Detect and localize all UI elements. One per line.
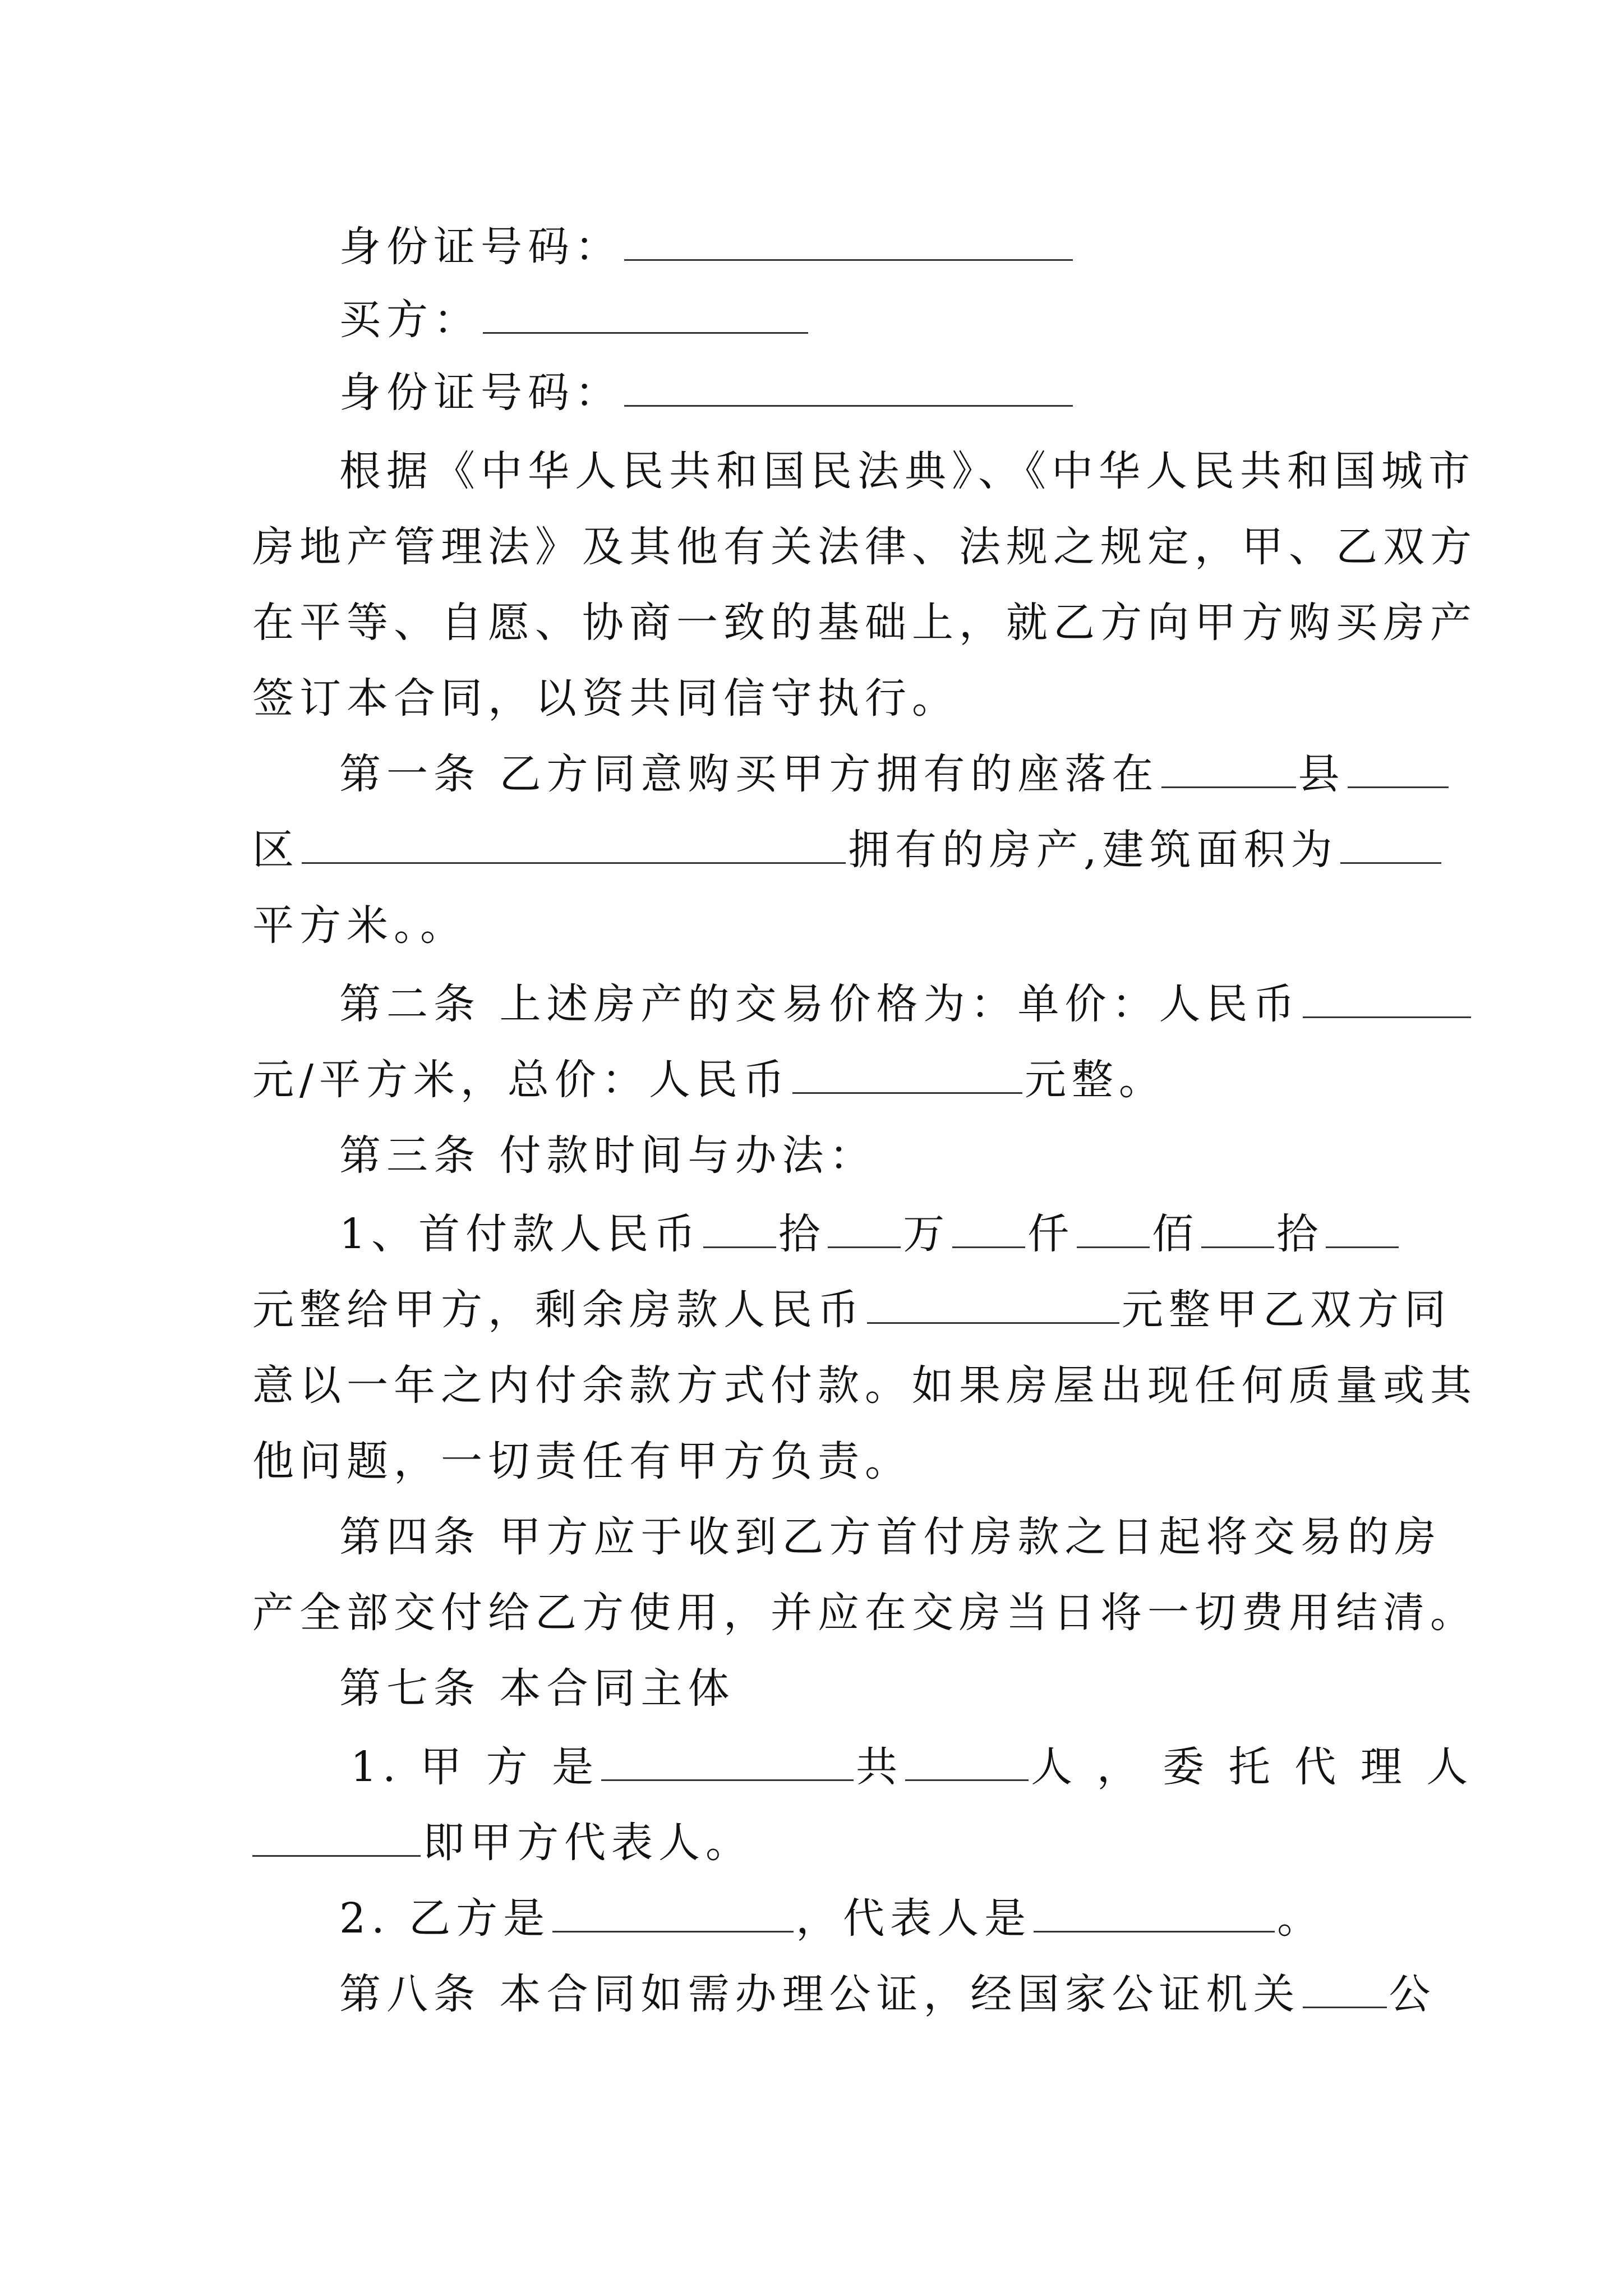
article-7-line-1 <box>252 1736 1483 1798</box>
buyer-line <box>252 289 1472 351</box>
article-3-text: 第三条 付款时间与办法： <box>339 1131 877 1180</box>
party-a-count-blank[interactable] <box>905 1748 1029 1781</box>
county-blank[interactable] <box>1161 755 1296 788</box>
article-2-line-2 <box>252 1049 1385 1111</box>
id-number-label: 身份证号码： <box>339 369 622 417</box>
article-2-line-1 <box>252 973 1472 1035</box>
amount-blank[interactable] <box>1201 1215 1274 1248</box>
unit-label: 仟 <box>1027 1210 1075 1258</box>
article-7-text: 第七条 本合同主体 <box>339 1664 735 1713</box>
preamble-line-4 <box>252 668 1385 729</box>
article-4-line-2 <box>252 1582 1477 1644</box>
preamble-text: 在平等、自愿、协商一致的基础上，就乙方向甲方购买房产 <box>252 599 1477 647</box>
address-blank[interactable] <box>302 831 846 864</box>
district-label: 区 <box>252 826 299 874</box>
unit-label: 拾 <box>1276 1210 1324 1258</box>
amount-blank[interactable] <box>828 1215 901 1248</box>
down-payment-label: 1、首付款人民币 <box>339 1210 702 1258</box>
article-1-text: 第一条 乙方同意购买甲方拥有的座落在 <box>339 750 1159 798</box>
agent-name-blank[interactable] <box>252 1824 421 1857</box>
amount-blank[interactable] <box>952 1215 1025 1248</box>
article-3-line-4 <box>252 1430 1385 1492</box>
article-1-line-2 <box>252 819 1385 881</box>
article-1-line-3 <box>252 895 1385 956</box>
id-number-blank[interactable] <box>624 374 1073 407</box>
preamble-text: 签订本合同，以资共同信守执行。 <box>252 674 959 723</box>
party-b-name-blank[interactable] <box>552 1899 794 1932</box>
article-7-line-2 <box>252 1812 1385 1874</box>
article-3-text: 元整给甲方，剩余房款人民币 <box>252 1286 865 1334</box>
preamble-text: 房地产管理法》及其他有关法律、法规之规定，甲、乙双方 <box>252 523 1477 571</box>
buyer-label: 买方： <box>339 296 481 344</box>
district-blank[interactable] <box>1348 755 1449 788</box>
preamble-line-1 <box>252 440 1476 502</box>
representative-text: 即甲方代表人。 <box>423 1819 753 1867</box>
unit-label: 拾 <box>778 1210 826 1258</box>
article-3-text: 他问题，一切责任有甲方负责。 <box>252 1437 912 1485</box>
unit-price-blank[interactable] <box>1303 985 1471 1018</box>
article-4-text: 产全部交付给乙方使用，并应在交房当日将一切费用结清。 <box>252 1589 1477 1637</box>
party-a-name-blank[interactable] <box>601 1748 854 1781</box>
unit-label: 佰 <box>1152 1210 1200 1258</box>
seller-id-line <box>252 216 1472 278</box>
article-7-line-3 <box>252 1888 1472 1949</box>
amount-blank[interactable] <box>703 1215 776 1248</box>
article-8-text: 第八条 本合同如需办理公证，经国家公证机关 <box>339 1970 1301 2018</box>
area-unit-text: 平方米。。 <box>252 901 467 950</box>
id-number-blank[interactable] <box>624 228 1073 261</box>
party-a-label: 1. 甲 方 是 <box>351 1743 600 1791</box>
unit-label: 万 <box>903 1210 951 1258</box>
party-b-representative-blank[interactable] <box>1034 1899 1275 1932</box>
notary-blank[interactable] <box>1303 1975 1387 2008</box>
article-2-text: 元整。 <box>1024 1056 1166 1104</box>
article-3-line-1 <box>252 1203 1472 1265</box>
article-3-text: 意以一年之内付余款方式付款。如果房屋出现任何质量或其 <box>252 1361 1477 1410</box>
article-3-text: 元整甲乙双方同 <box>1122 1286 1451 1334</box>
article-3-heading <box>252 1125 1472 1186</box>
preamble-line-2 <box>252 516 1477 578</box>
amount-blank[interactable] <box>1326 1215 1399 1248</box>
representative-label: ，代表人是 <box>796 1894 1032 1943</box>
area-blank[interactable] <box>1340 831 1441 864</box>
period-text: 。 <box>1277 1894 1325 1943</box>
buyer-name-blank[interactable] <box>483 301 808 334</box>
article-8-line-1 <box>252 1963 1472 2025</box>
buyer-id-line <box>252 362 1472 424</box>
article-1-text: 拥有的房产,建筑面积为 <box>848 826 1338 874</box>
total-price-blank[interactable] <box>792 1061 1022 1094</box>
article-3-line-2 <box>252 1279 1451 1341</box>
remaining-amount-blank[interactable] <box>867 1291 1119 1324</box>
article-4-text: 第四条 甲方应于收到乙方首付房款之日起将交易的房 <box>339 1513 1442 1561</box>
article-8-text: 公 <box>1389 1970 1436 2018</box>
party-b-label: 2. 乙方是 <box>339 1894 551 1943</box>
count-label: 共 <box>856 1743 903 1791</box>
article-1-line-1 <box>252 743 1472 805</box>
county-label: 县 <box>1298 750 1345 798</box>
preamble-line-3 <box>252 592 1477 654</box>
article-2-text: 第二条 上述房产的交易价格为：单价：人民币 <box>339 980 1301 1028</box>
amount-blank[interactable] <box>1077 1215 1150 1248</box>
id-number-label: 身份证号码： <box>339 223 622 271</box>
agent-label: 人 ， 委 托 代 理 人 <box>1031 1743 1474 1791</box>
article-7-heading <box>252 1658 1472 1719</box>
preamble-text: 根据《中华人民共和国民法典》、《中华人民共和国城市 <box>339 447 1476 495</box>
article-2-text: 元/平方米，总价：人民币 <box>252 1056 790 1104</box>
article-4-line-1 <box>252 1506 1472 1568</box>
article-3-line-3 <box>252 1355 1477 1416</box>
